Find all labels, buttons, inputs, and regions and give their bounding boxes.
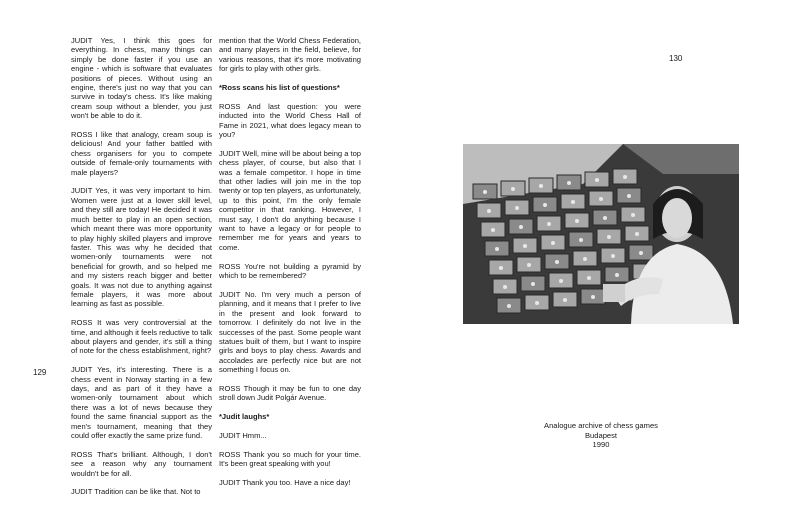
drawer-label bbox=[627, 194, 631, 198]
dialogue-paragraph bbox=[71, 36, 212, 121]
dialogue-text: That's brilliant. Although, I don't see a reason why any tournament wouldn't be for all. bbox=[71, 449, 212, 478]
dialogue-paragraph bbox=[71, 318, 212, 356]
archive-photo bbox=[463, 144, 739, 324]
speaker-name: ROSS bbox=[219, 101, 241, 111]
drawer-label bbox=[567, 181, 571, 185]
dialogue-text: It was very controversial at the time, and although it feels reductive to talk about players and gender, it's still a thing of note for the chess establishment, right? bbox=[71, 318, 212, 356]
dialogue-text: No. I'm very much a person of planning, and it means that I prefer to live in the present and look forward to tomorrow. I definitely do not live in the successes of the past. Some people want statues built of them, but I want to inspire girls and boys to play chess. Awards and accolades are perfectly nice but are not something I focus on. bbox=[219, 289, 361, 375]
drawer-label bbox=[611, 254, 615, 258]
dialogue-paragraph bbox=[219, 262, 361, 281]
drawer-label bbox=[527, 263, 531, 267]
speaker-name: JUDIT bbox=[219, 430, 241, 440]
dialogue-paragraph bbox=[71, 130, 212, 177]
dialogue-paragraph bbox=[71, 487, 212, 496]
page-number-left: 129 bbox=[33, 368, 47, 377]
dialogue-paragraph bbox=[219, 431, 361, 440]
drawer-label bbox=[639, 251, 643, 255]
dialogue-text: I like that analogy, cream soup is delicious! And your father battled with chess organisers for you to compete outside of female-only tournaments with male players? bbox=[71, 130, 212, 177]
dialogue-paragraph bbox=[219, 478, 361, 487]
drawer-label bbox=[491, 228, 495, 232]
speaker-name: ROSS bbox=[71, 130, 93, 140]
dialogue-paragraph bbox=[219, 149, 361, 252]
drawer-label bbox=[599, 197, 603, 201]
interview-column-left bbox=[71, 36, 212, 506]
drawer-label bbox=[579, 238, 583, 242]
drawer-label bbox=[531, 282, 535, 286]
caption-line-3: 1990 bbox=[592, 440, 610, 449]
drawer-label bbox=[607, 235, 611, 239]
dialogue-text: mention that the World Chess Federation, and many players in the field, believe, for various reasons, that it's more motivating for girls to play with other girls. bbox=[219, 36, 361, 74]
drawer-label bbox=[547, 222, 551, 226]
speaker-name: JUDIT bbox=[71, 365, 93, 375]
drawer-label bbox=[555, 260, 559, 264]
drawer-label bbox=[591, 295, 595, 299]
drawer-label bbox=[583, 257, 587, 261]
dialogue-text: Thank you so much for your time. It's been great speaking with you! bbox=[219, 449, 361, 469]
speaker-name: JUDIT bbox=[219, 289, 241, 299]
drawer-label bbox=[631, 213, 635, 217]
drawer-label bbox=[575, 219, 579, 223]
speaker-name: ROSS bbox=[219, 449, 241, 459]
speaker-name: ROSS bbox=[219, 261, 241, 271]
speaker-name: ROSS bbox=[71, 449, 93, 459]
dialogue-text: And last question: you were inducted into the World Chess Hall of Fame in 2021, what does legacy mean to you? bbox=[219, 101, 361, 140]
dialogue-paragraph bbox=[71, 365, 212, 440]
dialogue-text: Yes, I think this goes for everything. In chess, many things can simply be done faster if you use an engine - which is software that evaluates positions of pieces. Without using an engine, there's just no way that you can survive in today's chess. It's like making cream soup without a blender, you just won't be able to do it. bbox=[71, 36, 212, 121]
speaker-name: JUDIT bbox=[219, 148, 241, 158]
drawer-label bbox=[507, 304, 511, 308]
drawer-label bbox=[511, 187, 515, 191]
dialogue-paragraph bbox=[219, 450, 361, 469]
dialogue-text: Thank you too. Have a nice day! bbox=[242, 477, 351, 487]
speaker-name: JUDIT bbox=[71, 186, 93, 196]
page-number-right: 130 bbox=[669, 54, 683, 63]
drawer-label bbox=[543, 203, 547, 207]
drawer-label bbox=[495, 247, 499, 251]
drawer-label bbox=[499, 266, 503, 270]
drawer-label bbox=[559, 279, 563, 283]
drawer-label bbox=[539, 184, 543, 188]
drawer-label bbox=[503, 285, 507, 289]
drawer-label bbox=[615, 273, 619, 277]
dialogue-text: Yes, it's interesting. There is a chess event in Norway starting in a few days, and as part of it they have a women-only tournament about which there was a lot of news because they found the same financial support as the men's tournament, meaning that they could offer exactly the same prize fund. bbox=[71, 365, 212, 440]
speaker-name: JUDIT bbox=[71, 487, 93, 497]
stage-direction: *Judit laughs* bbox=[219, 412, 270, 422]
drawer-label bbox=[523, 244, 527, 248]
speaker-name: ROSS bbox=[71, 318, 93, 328]
drawer-label bbox=[587, 276, 591, 280]
dialogue-text: Hmm... bbox=[242, 430, 267, 440]
drawer-label bbox=[519, 225, 523, 229]
drawer-label bbox=[635, 232, 639, 236]
speaker-name: ROSS bbox=[219, 383, 241, 393]
drawer-label bbox=[623, 175, 627, 179]
dialogue-text: Yes, it was very important to him. Women were just at a lower skill level, and they still are today! He decided it was much better to play in an open section, which meant there was more opportunity to play highly skilled players and improve faster. This was why he decided that women-only tournaments were not beneficial for growth, and so helped me and my sisters reach bigger and better goals. It was not due to anything against female players, it was more about learning as fast as possible. bbox=[71, 186, 212, 309]
drawer-label bbox=[515, 206, 519, 210]
drawer-label bbox=[563, 298, 567, 302]
photo-caption bbox=[540, 421, 662, 450]
dialogue-text: You're not building a pyramid by which to be remembered? bbox=[219, 261, 361, 281]
dialogue-text: Well, mine will be about being a top chess player, of course, but also that I was a female competitor. I hope in time that other ladies will join me in the top twenty or top ten players, as unfortunately, up to this point, I'm the only female competitor in that ranking. However, I must say, I don't do anything because I want to have a legacy or for people to remember me for years and years to come. bbox=[219, 148, 361, 252]
dialogue-text: Tradition can be like that. Not to bbox=[94, 487, 201, 497]
dialogue-paragraph bbox=[71, 186, 212, 308]
stage-direction: *Ross scans his list of questions* bbox=[219, 83, 340, 93]
drawer-label bbox=[487, 209, 491, 213]
dialogue-paragraph bbox=[219, 36, 361, 74]
caption-line-2: Budapest bbox=[584, 430, 618, 440]
drawer-label bbox=[595, 178, 599, 182]
dialogue-paragraph bbox=[219, 290, 361, 375]
drawer-label bbox=[571, 200, 575, 204]
caption-line-1: Analogue archive of chess games bbox=[544, 421, 658, 430]
drawer-label bbox=[551, 241, 555, 245]
drawer-label bbox=[483, 190, 487, 194]
dialogue-text: Though it may be fun to one day stroll down Judit Polgár Avenue. bbox=[219, 383, 361, 403]
speaker-name: JUDIT bbox=[219, 477, 241, 487]
dialogue-paragraph bbox=[219, 384, 361, 403]
dialogue-paragraph bbox=[71, 450, 212, 478]
dialogue-paragraph bbox=[219, 102, 361, 140]
drawer-label bbox=[603, 216, 607, 220]
speaker-name: JUDIT bbox=[71, 36, 93, 45]
interview-column-right bbox=[219, 36, 361, 497]
drawer-label bbox=[535, 301, 539, 305]
